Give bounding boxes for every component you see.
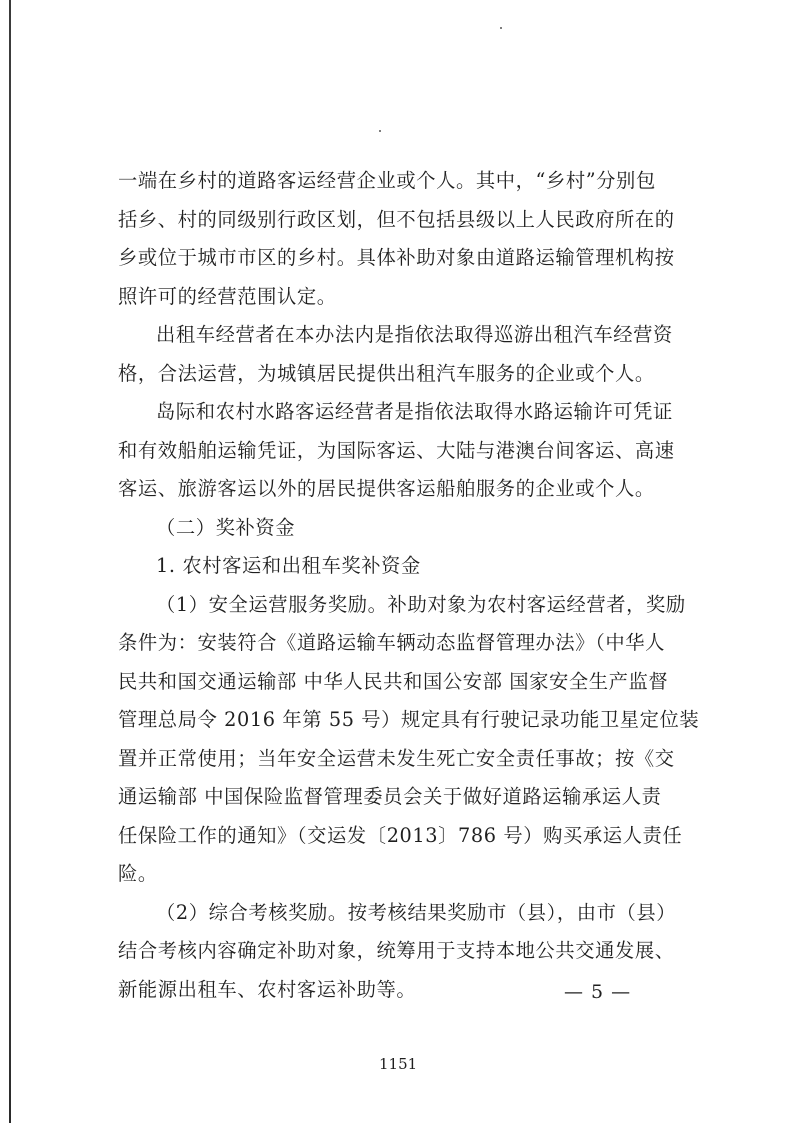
body-line: 任保险工作的通知》（交运发〔2013〕786 号）购买承运人责任: [118, 823, 683, 847]
body-line: （2）综合考核奖励。按考核结果奖励市（县），由市（县）: [156, 900, 677, 924]
document-body: [118, 162, 700, 1009]
body-line: 格，合法运营，为城镇居民提供出租汽车服务的企业或个人。: [118, 361, 655, 385]
body-line: 新能源出租车、农村客运补助等。: [118, 977, 417, 1001]
body-line: 和有效船舶运输凭证，为国际客运、大陆与港澳台间客运、高速: [118, 438, 675, 462]
body-line: 客运、旅游客运以外的居民提供客运船舶服务的企业或个人。: [118, 477, 655, 500]
body-line: 民共和国交通运输部 中华人民共和国公安部 国家安全生产监督: [118, 669, 669, 693]
body-line: 岛际和农村水路客运经营者是指依法取得水路运输许可凭证: [156, 400, 673, 423]
body-line: 险。: [118, 862, 158, 885]
section-heading: （二）奖补资金: [156, 515, 296, 539]
body-line: 括乡、村的同级别行政区划，但不包括县级以上人民政府所在的: [118, 207, 675, 231]
body-line: 一端在乡村的道路客运经营企业或个人。其中，“乡村”分别包: [118, 169, 656, 192]
body-line: 结合考核内容确定补助对象，统筹用于支持本地公共交通发展、: [118, 939, 675, 962]
body-line: 通运输部 中国保险监督管理委员会关于做好道路运输承运人责: [118, 785, 662, 808]
page-number: — 5 —: [564, 981, 632, 1003]
scan-speck: [500, 27, 502, 29]
scan-speck: [379, 130, 381, 132]
subsection-heading: 1. 农村客运和出租车奖补资金: [156, 554, 421, 577]
body-line: 出租车经营者在本办法内是指依法取得巡游出租汽车经营资: [156, 323, 673, 346]
body-line: 置并正常使用；当年安全运营未发生死亡安全责任事故；按《交: [118, 746, 675, 770]
body-line: （1）安全运营服务奖励。补助对象为农村客运经营者，奖励: [156, 592, 686, 616]
scan-left-edge: [9, 0, 11, 1123]
archive-page-number: 1151: [379, 1055, 418, 1073]
body-line: 条件为：安装符合《道路运输车辆动态监督管理办法》（中华人: [118, 631, 666, 654]
body-line: 管理总局令 2016 年第 55 号）规定具有行驶记录功能卫星定位装: [118, 708, 700, 731]
body-line: 乡或位于城市市区的乡村。具体补助对象由道路运输管理机构按: [118, 246, 675, 269]
body-line: 照许可的经营范围认定。: [118, 284, 337, 308]
